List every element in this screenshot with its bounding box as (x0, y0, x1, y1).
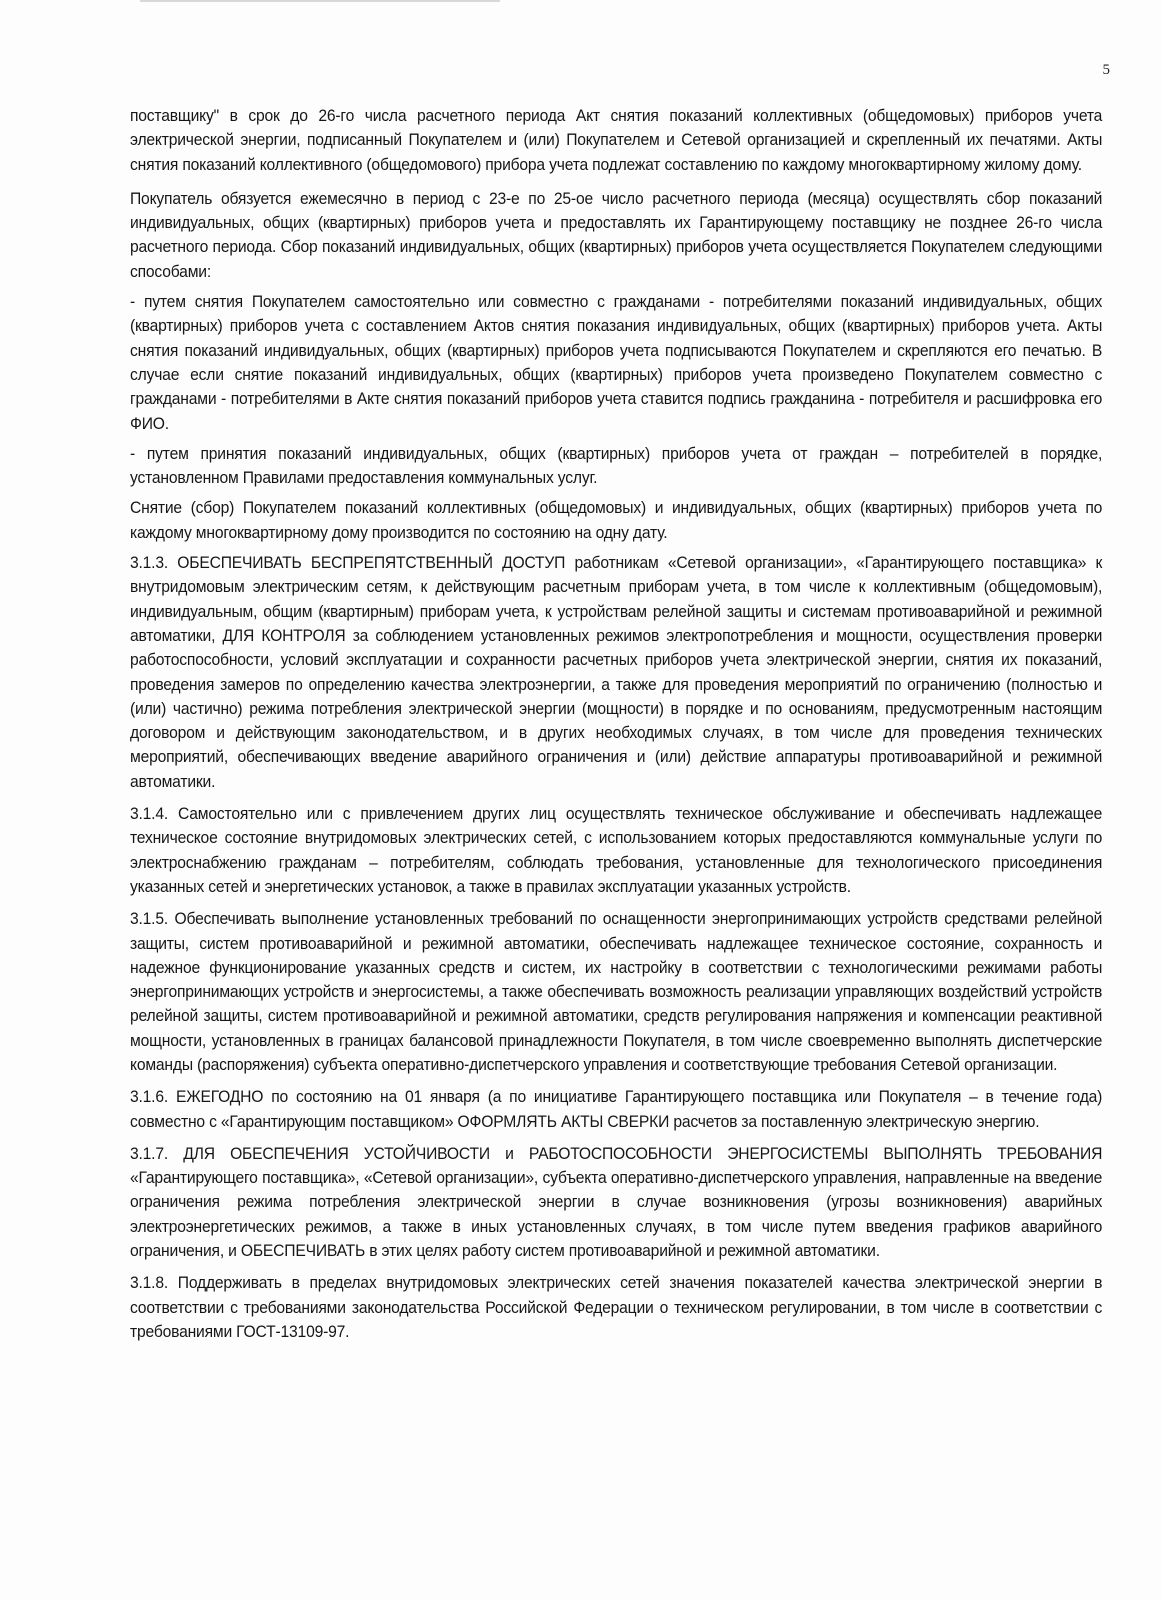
document-body (130, 104, 1102, 1350)
paragraph-meter-readings-act: поставщику" в срок до 26-го числа расчетного периода Акт снятия показаний коллективных (общедомовых) приборов учета электрической энергии, подписанный Покупателем и (или) Покупателем и Сетевой организацией и скрепленный их печатями. Акты снятия показаний коллективного (общедомового) прибора учета подлежат составлению по каждому многоквартирному жилому дому. (130, 107, 1103, 174)
paragraph-method-self-reading: - путем снятия Покупателем самостоятельно или совместно с гражданами - потребителями показаний индивидуальных, общих (квартирных) приборов учета с составлением Актов снятия показания индивидуальных, общих (квартирных) приборов учета. Акты снятия показаний индивидуальных, общих (квартирных) приборов учета подписываются Покупателем и скрепляются его печатью. В случае если снятие показаний индивидуальных, общих (квартирных) приборов учета произведено Покупателем совместно с гражданами - потребителями в Акте снятия показаний приборов учета ставится подпись гражданина - потребителя и расшифровка его ФИО. (130, 293, 1103, 433)
page-number: 5 (1102, 62, 1110, 78)
paragraph-method-citizens: - путем принятия показаний индивидуальных, общих (квартирных) приборов учета от граждан – потребителей в порядке, установленном Правилами предоставления коммунальных услуг. (130, 444, 1103, 488)
paragraph-single-date: Снятие (сбор) Покупателем показаний коллективных (общедомовых) и индивидуальных, общих (квартирных) приборов учета по каждому многоквартирному дому производится по состоянию на одну дату. (130, 499, 1103, 542)
clause-3-1-6: 3.1.6. ЕЖЕГОДНО по состоянию на 01 января (а по инициативе Гарантирующего поставщика или Покупателя – в течение года) совместно с «Гарантирующим поставщиком» ОФОРМЛЯТЬ АКТЫ СВЕРКИ расчетов за поставленную электрическую энергию. (130, 1088, 1103, 1131)
clause-3-1-8: 3.1.8. Поддерживать в пределах внутридомовых электрических сетей значения показателей качества электрической энергии в соответствии с требованиями законодательства Российской Федерации о техническом регулировании, в том числе в соответствии с требованиями ГОСТ-13109-97. (130, 1274, 1103, 1341)
paragraph-buyer-obligation: Покупатель обязуется ежемесячно в период с 23-е по 25-ое число расчетного периода (месяца) осуществлять сбор показаний индивидуальных, общих (квартирных) приборов учета и предоставлять их Гарантирующему поставщику не позднее 26-го числа расчетного периода. Сбор показаний индивидуальных, общих (квартирных) приборов учета осуществляется Покупателем следующими способами: (130, 189, 1103, 281)
clause-3-1-5: 3.1.5. Обеспечивать выполнение установленных требований по оснащенности энергопринимающих устройств средствами релейной защиты, систем противоаварийной и режимной автоматики, обеспечивать надлежащее техническое состояние, сохранность и надежное функционирование указанных средств и систем, их настройку в соответствии с технологическими режимами работы энергопринимающих устройств и энергосистемы, а также обеспечивать возможность реализации управляющих воздействий устройств релейной защиты, систем противоаварийной и режимной автоматики, средств регулирования напряжения и компенсации реактивной мощности, установленных в границах балансовой принадлежности Покупателя, в том числе своевременно выполнять диспетчерские команды (распоряжения) субъекта оперативно-диспетчерского управления и соответствующие требования Сетевой организации. (130, 910, 1103, 1074)
clause-3-1-7: 3.1.7. ДЛЯ ОБЕСПЕЧЕНИЯ УСТОЙЧИВОСТИ и РАБОТОСПОСОБНОСТИ ЭНЕРГОСИСТЕМЫ ВЫПОЛНЯТЬ ТРЕБОВАНИЯ «Гарантирующего поставщика», «Сетевой организации», субъекта оперативно-диспетчерского управления, направленные на введение ограничения режима потребления электрической энергии в случае возникновения (угрозы возникновения) аварийных электроэнергетических режимов, а также в иных установленных случаях, в том числе путем введения графиков аварийного ограничения, и ОБЕСПЕЧИВАТЬ в этих целях работу систем противоаварийной и режимной автоматики. (130, 1144, 1103, 1261)
clause-3-1-3: 3.1.3. ОБЕСПЕЧИВАТЬ БЕСПРЕПЯТСТВЕННЫЙ ДОСТУП работникам «Сетевой организации», «Гарантирующего поставщика» к внутридомовым электрическим сетям, к действующим расчетным приборам учета, в том числе к коллективным (общедомовым), индивидуальным, общим (квартирным) приборам учета, к устройствам релейной защиты и системам противоаварийной и режимной автоматики, ДЛЯ КОНТРОЛЯ за соблюдением установленных режимов электропотребления и мощности, осуществления проверки работоспособности, условий эксплуатации и сохранности расчетных приборов учета электрической энергии, снятия их показаний, проведения замеров по определению качества электроэнергии, а также для проведения мероприятий по ограничению (полностью и (или) частично) режима потребления электрической энергии (мощности) в порядке и по основаниям, предусмотренным настоящим договором и действующим законодательством, и в других необходимых случаях, в том числе для проведения технических мероприятий, обеспечивающих введение аварийного ограничения и (или) действие аппаратуры противоаварийной и режимной автоматики. (130, 554, 1103, 791)
scan-artifact-top (140, 0, 500, 2)
clause-3-1-4: 3.1.4. Самостоятельно или с привлечением других лиц осуществлять техническое обслуживание и обеспечивать надлежащее техническое состояние внутридомовых электрических сетей, с использованием которых предоставляются коммунальные услуги по электроснабжению гражданам – потребителям, соблюдать требования, установленные для технологического присоединения указанных сетей и энергетических установок, а также в правилах эксплуатации указанных устройств. (130, 805, 1103, 896)
